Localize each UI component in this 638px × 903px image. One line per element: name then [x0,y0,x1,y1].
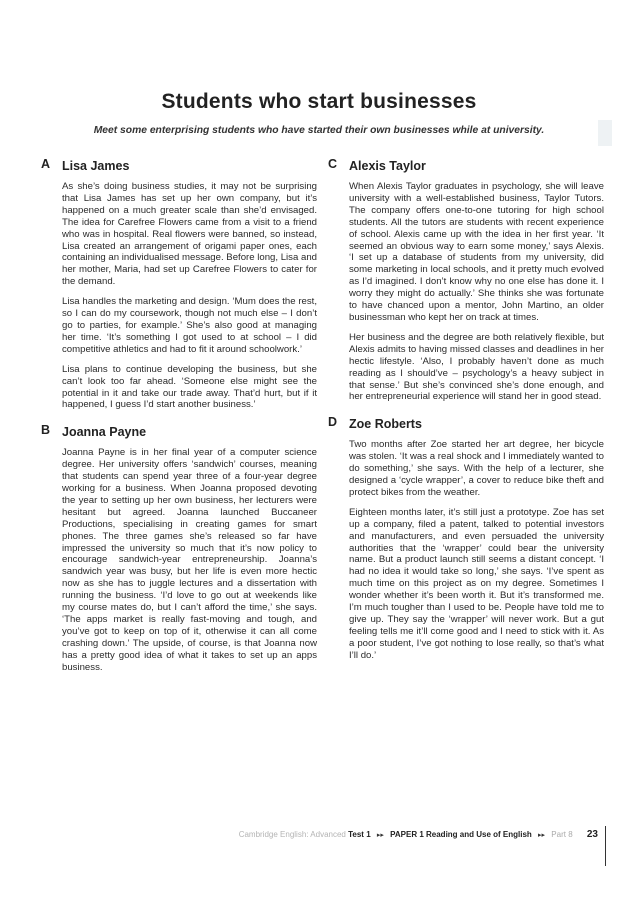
paragraph: When Alexis Taylor graduates in psychology, she will leave university with a well-established business, Taylor Tutors. The company offers one-to-one tutoring for high school students. All the tutors are students with recent experience of school. Alexis came up with the idea in her first year. ‘It seemed an obvious way to earn some money,’ says Alexis. ‘I set up a database of students from my university, did some marketing in local schools, and it pretty much evolved as I’d imagined. I don’t know why no one else has done it. I worry they might do actually.’ She thinks she was fortunate to have chanced upon a mentor, John Martino, an older businessman who kept her on track at times. [349,181,604,323]
footer-paper: PAPER 1 Reading and Use of English [390,830,532,839]
section-a-heading [41,157,317,175]
section-name: Lisa James [62,159,130,173]
section-c-heading [328,157,604,175]
paragraph: Two months after Zoe started her art degree, her bicycle was stolen. ‘It was a real shock and I immediately wanted to do something,’ she says. With the help of a lecturer, she designed a ‘cycle wrapper’, a cover to reduce bike theft and protect bikes from the weather. [349,439,604,498]
section-a [41,157,317,411]
page-subtitle: Meet some enterprising students who have started their own businesses while at university. [93,125,545,136]
paragraph: Lisa plans to continue developing the business, but she can’t look too far ahead. ‘Someone else might see the potential in it and take our trade away. That’d hurt, but if it happened, I guess I’d start another business.’ [62,363,317,411]
section-b-heading [41,423,317,441]
page-number: 23 [586,829,598,840]
section-name: Joanna Payne [62,425,147,440]
footer-arrows-icon: ▸▸ [538,832,546,839]
page-title: Students who start businesses [161,90,477,113]
footer-part: Part 8 [551,830,573,839]
right-column [328,157,604,674]
paragraph: Eighteen months later, it’s still just a prototype. Zoe has set up a company, filed a patent, talked to potential investors and manufacturers, and even persuaded the university authorities that the ‘wrapper’ could bear the university name. But a product launch still seems a distant concept. ‘I had no idea it would take so long,’ she says. ‘I’ve spent as much time on this project as on my degree. Sometimes I wonder whether it’s been worth it. But it’s transformed me. I’m much tougher than I used to be. People have told me to give up. They say the ‘wrapper’ will never work. But a gut feeling tells me it’ll come good and I need to stick with it. As a poor student, I’ve got nothing to lose really, so that’s what I’ll do.’ [349,506,604,661]
section-letter: C [328,157,338,171]
footer-arrows-icon: ▸▸ [376,832,384,839]
section-name: Alexis Taylor [349,159,426,173]
paragraph: Joanna Payne is in her final year of a computer science degree. Her university offers ‘sandwich’ courses, meaning that students can spend year three of a four-year degree working for a business. When Joanna proposed devoting the year to setting up her own business, her lecturers were hesitant but agreed. Joanna launched Buccaneer Productions, specialising in creating games for smart phones. The three games she’s released so far have impressed the university so much that it’s now policy to encourage sandwich-year entrepreneurship. Joanna’s sandwich year was busy, but her life is even more hectic now as she has to juggle lectures and a dissertation with running the business. ‘I’d love to go out at weekends like my course mates do, but I can’t afford the time,’ she says. ‘The apps market is really fast-moving and tough, and you’ve got to keep on top of it, otherwise it can all come crashing down.’ The upside, of course, is that Joanna now has a pretty good idea of what it takes to set up an apps business. [62,447,317,673]
paragraph: As she’s doing business studies, it may not be surprising that Lisa James has set up her own company, but it’s happened on a much greater scale than she’d envisaged. The idea for Carefree Flowers came from a visit to a friend who was in hospital. Real flowers were banned, so instead, Lisa created an arrangement of origami paper ones, each containing an individualised message. Before long, Lisa and her mother, Maria, had set up Carefree Flowers to cater for the demand. [62,181,317,288]
section-letter: B [41,423,51,438]
section-b [41,423,317,673]
section-d-heading [328,415,604,433]
paragraph: Lisa handles the marketing and design. ‘Mum does the rest, so I can do my coursework, though not much else – I don’t go to parties, for example.’ She’s also good at managing her time. ‘It’s something I got used to at school – I did competitive athletics and had to fit it around schoolwork.’ [62,296,317,355]
footer-rule [605,826,606,866]
section-letter: D [328,415,338,430]
left-column [41,157,317,686]
section-letter: A [41,157,51,171]
page-footer [239,829,598,840]
footer-book-title: Cambridge English: Advanced [238,830,346,839]
section-name: Zoe Roberts [349,417,422,432]
paragraph: Her business and the degree are both relatively flexible, but Alexis admits to having missed classes and deadlines in her hectic lifestyle. ‘Also, I probably haven’t done as much reading as I should’ve – psychology’s a heavy subject in that sense.’ But she’s convinced she’s done enough, and her entrepreneurial experience will stand her in good stead. [349,331,604,403]
footer-test: Test 1 [348,830,371,839]
section-c [328,157,604,403]
section-d [328,415,604,661]
